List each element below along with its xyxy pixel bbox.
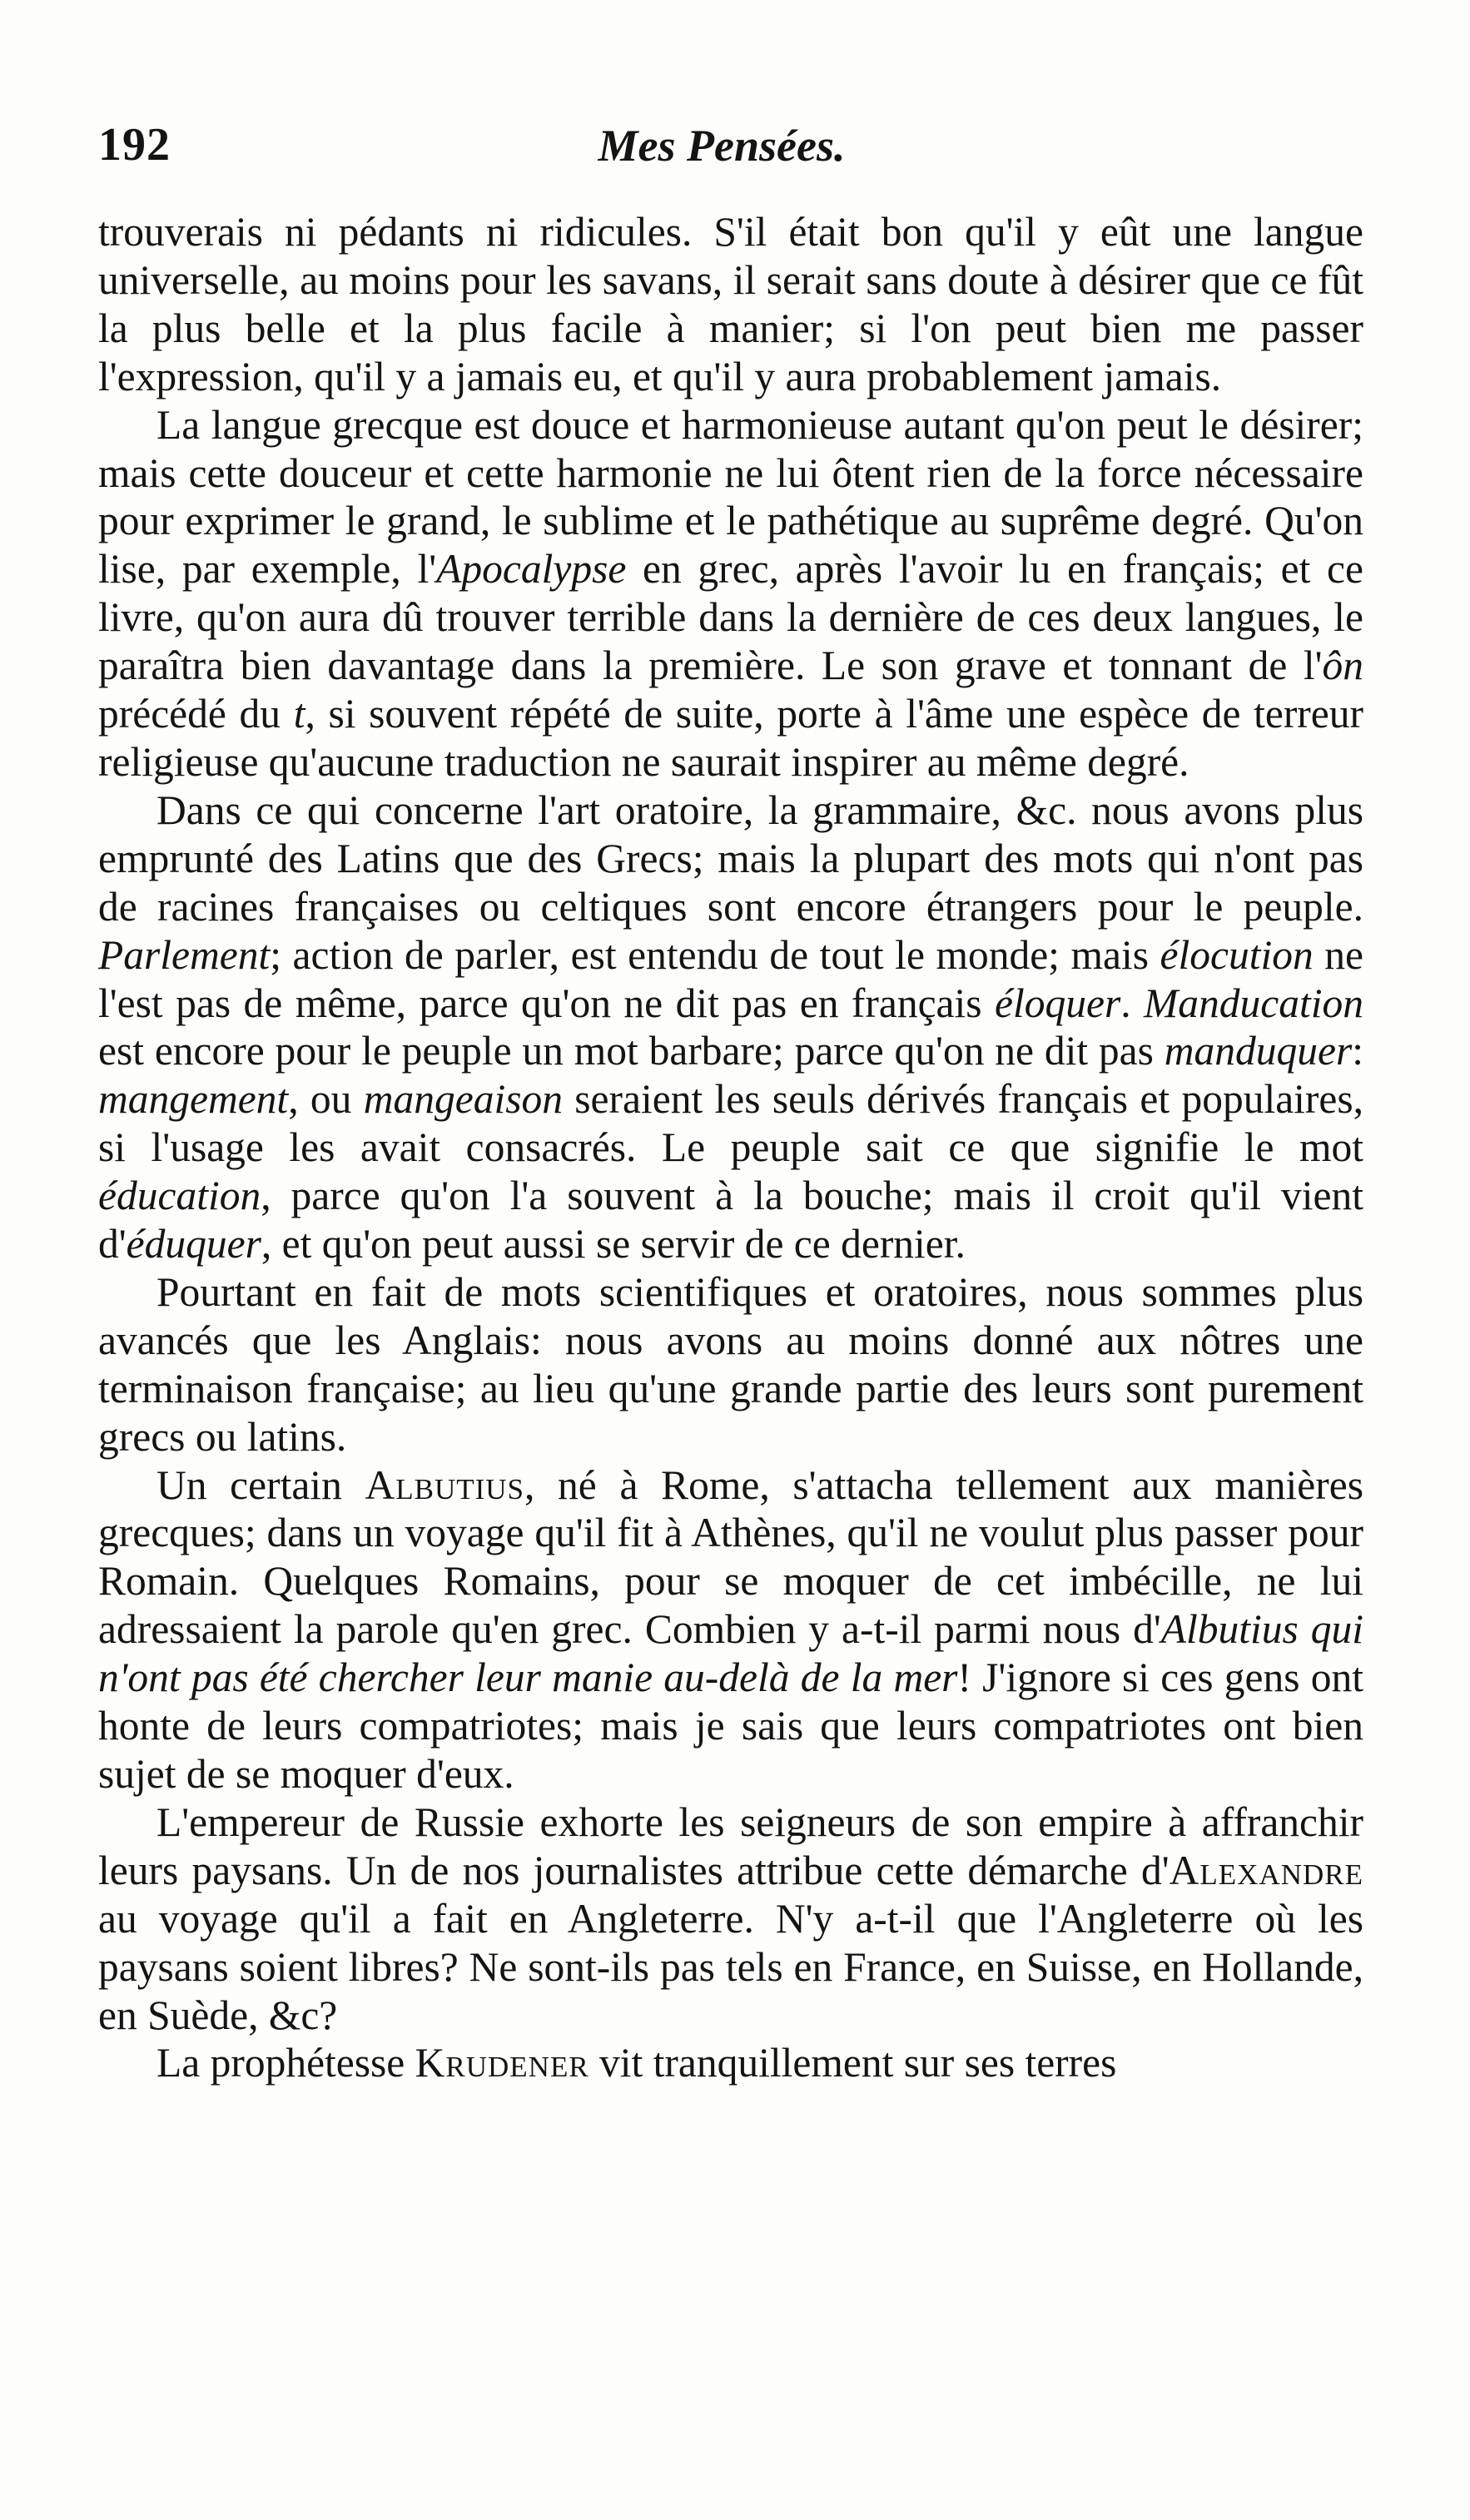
paragraph	[98, 1268, 1363, 1461]
italic-text: Manducation	[1144, 980, 1364, 1026]
italic-text: mangeaison	[363, 1076, 563, 1123]
text-run	[1299, 1606, 1311, 1652]
text-run: ; action de parler, est entendu de tout le monde; mais	[270, 931, 1160, 978]
italic-text: ôn	[1322, 642, 1363, 689]
text-run: ne l'est pas de même, parce qu'on ne dit pas en français	[98, 931, 1363, 1026]
text-run: est encore pour le peuple un mot barbare; parce qu'on ne dit pas	[98, 1028, 1165, 1074]
page-header	[98, 118, 1345, 176]
text-run: , et qu'on peut aussi se servir de ce dernier.	[261, 1221, 966, 1267]
text-run: , si souvent répété de suite, porte à l'âme une espèce de terreur religieuse qu'aucune traduction ne saurait inspirer au même degré.	[98, 691, 1363, 785]
italic-text: Apocalypse	[436, 546, 627, 593]
paragraph	[98, 401, 1363, 786]
small-caps-name: Alexandre	[1169, 1847, 1363, 1893]
paragraph	[98, 2039, 1363, 2087]
text-run: précédé du	[98, 691, 294, 737]
text-run: ! J'ignore si ces gens ont honte de leurs compatriotes; mais je sais que leurs compatriotes ont bien sujet de se moquer d'eux.	[98, 1654, 1363, 1797]
text-run: vit tranquillement sur ses terres	[588, 2040, 1117, 2086]
text-run: au voyage qu'il a fait en Angleterre. N'y a-t-il que l'Angleterre où les paysans soient libres? Ne sont-ils pas tels en France, en Suisse, en Hollande, en Suède, &c?	[98, 1895, 1363, 2038]
paragraph	[98, 1798, 1363, 2040]
italic-text: éducation	[98, 1173, 261, 1219]
small-caps-name: Krudener	[415, 2040, 589, 2086]
text-run: .	[1120, 980, 1145, 1026]
text-run: , ou	[288, 1076, 364, 1123]
italic-text: éduquer	[126, 1221, 261, 1267]
small-caps-name: Albutius	[365, 1461, 525, 1508]
italic-text: manduquer	[1164, 1028, 1353, 1074]
italic-text: élocution	[1160, 931, 1314, 978]
running-title: Mes Pensées.	[598, 121, 846, 171]
page-number: 192	[98, 119, 171, 171]
italic-text: mangement	[98, 1076, 289, 1123]
text-run: :	[1352, 1028, 1363, 1074]
italic-text: qui n'ont pas été chercher leur manie au-delà de la mer	[98, 1606, 1363, 1701]
text-run: La prophétesse	[156, 2040, 415, 2086]
text-run: Pourtant en fait de mots scientifiques et oratoires, nous sommes plus avancés que les Anglais: nous avons au moins donné aux nôtres une terminaison française; au lieu qu'une grande partie des leurs sont purement grecs ou latins.	[98, 1268, 1363, 1460]
italic-text: éloquer	[995, 980, 1121, 1026]
italic-text: Albutius	[1160, 1606, 1299, 1653]
text-run: trouverais ni pédants ni ridicules. S'il était bon qu'il y eût une langue universelle, au moins pour les savans, il serait sans doute à désirer que ce fût la plus belle et la plus facile à manier; si l'on peut bien me passer l'expression, qu'il y a jamais eu, et qu'il y aura probablement jamais.	[98, 209, 1363, 399]
text-run: La langue grecque est douce et harmonieuse autant qu'on peut le désirer; mais cette douceur et cette harmonie ne lui ôtent rien de la force nécessaire pour exprimer le grand, le sublime et le pathétique au suprême degré. Qu'on lise, par exemple, l'	[98, 401, 1363, 593]
italic-text: Parlement	[98, 931, 271, 978]
paragraph	[98, 1461, 1363, 1798]
paragraph	[98, 786, 1363, 1268]
text-run: , parce qu'on l'a souvent à la bouche; mais il croit qu'il vient d'	[98, 1173, 1363, 1267]
text-run: Dans ce qui concerne l'art oratoire, la grammaire, &c. nous avons plus emprunté des Latins que des Grecs; mais la plupart des mots qui n'ont pas de racines françaises ou celtiques sont encore étrangers pour le peuple.	[98, 786, 1363, 930]
body-text	[98, 208, 1363, 2087]
text-run: , né à Rome, s'attacha tellement aux manières grecques; dans un voyage qu'il fit à Athènes, qu'il ne voulut plus passer pour Romain. Quelques Romains, pour se moquer de cet imbécille, ne lui adressaient la parole qu'en grec. Combien y a-t-il parmi nous d'	[98, 1461, 1363, 1653]
paragraph	[98, 208, 1363, 401]
text-run: L'empereur de Russie exhorte les seigneurs de son empire à affranchir leurs paysans. Un de nos journalistes attribue cette démarche d'	[98, 1798, 1363, 1893]
text-run: en grec, après l'avoir lu en français; et ce livre, qu'on aura dû trouver terrible dans la dernière de ces deux langues, le paraîtra bien davantage dans la première. Le son grave et tonnant de l'	[98, 546, 1363, 689]
italic-text: t	[293, 691, 305, 737]
text-run: Un certain	[156, 1461, 365, 1508]
text-run: seraient les seuls dérivés français et populaires, si l'usage les avait consacrés. Le peuple sait ce que signifie le mot	[98, 1076, 1364, 1171]
